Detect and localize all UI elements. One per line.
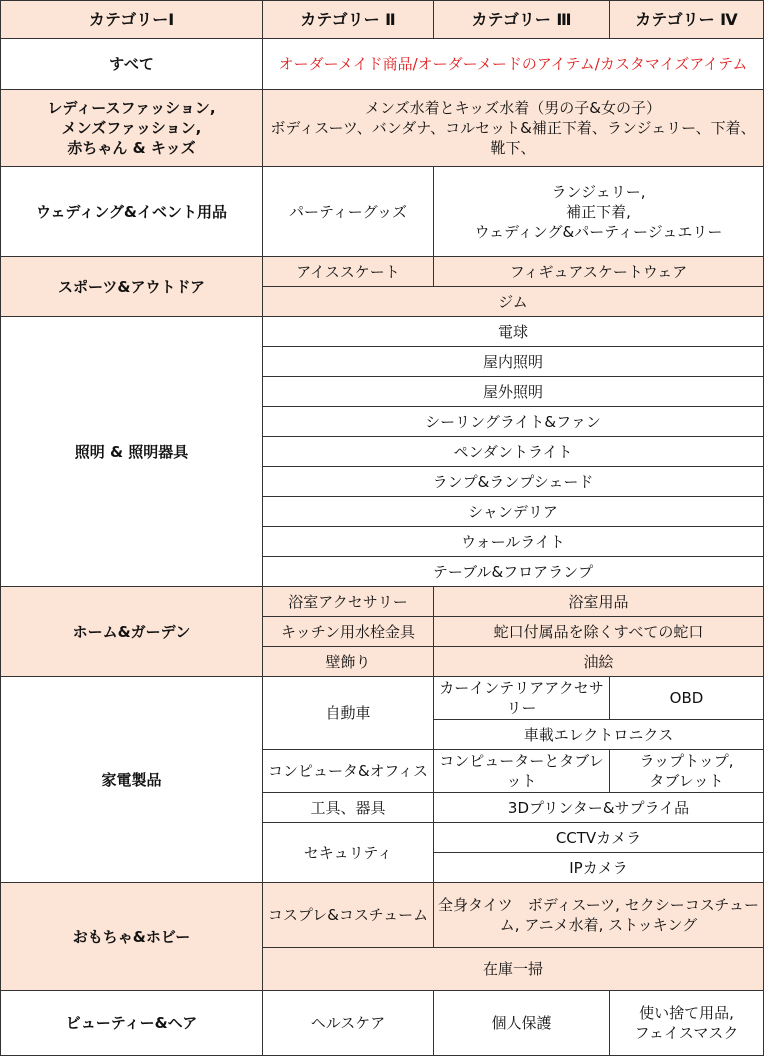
lighting-item: シーリングライト&ファン [263,407,764,437]
category-home: ホーム&ガーデン [1,587,263,677]
beauty-personal-protection: 個人保護 [434,991,610,1056]
beauty-disposables: 使い捨て用品, フェイスマスク [610,991,764,1056]
header-category-4: カテゴリー Ⅳ [610,1,764,39]
category-electronics: 家電製品 [1,677,263,883]
computer-tablet: コンピューターとタブレット [434,750,610,793]
sports-figure-wear: フィギュアスケートウェア [434,257,764,287]
category-beauty: ビューティー&ヘア [1,991,263,1056]
category-all: すべて [1,39,263,90]
electronics-computer: コンピュータ&オフィス [263,750,434,793]
car-electronics: 車載エレクトロニクス [434,720,764,750]
lighting-item: 屋外照明 [263,377,764,407]
lighting-item: 屋内照明 [263,347,764,377]
lighting-item: ランプ&ランプシェード [263,467,764,497]
row-lighting [1,317,764,347]
cosplay-items: 全身タイツ ボディスーツ, セクシーコスチューム, アニメ水着, ストッキング [434,883,764,948]
lighting-item: ウォールライト [263,527,764,557]
home-item: 浴室用品 [434,587,764,617]
row-beauty [1,991,764,1056]
3d-printer-supplies: 3Dプリンター&サプライ品 [434,793,764,823]
header-category-3: カテゴリー Ⅲ [434,1,610,39]
header-category-1: カテゴリーⅠ [1,1,263,39]
home-item: 蛇口付属品を除くすべての蛇口 [434,617,764,647]
ip-camera: IPカメラ [434,853,764,883]
laptop-tablet: ラップトップ, タブレット [610,750,764,793]
home-sub: 壁飾り [263,647,434,677]
wedding-items: ランジェリー, 補正下着, ウェディング&パーティージュエリー [434,167,764,257]
row-sports-1 [1,257,764,287]
electronics-security: セキュリティ [263,823,434,883]
category-wedding: ウェディング&イベント用品 [1,167,263,257]
car-interior-accessories: カーインテリアアクセサリー [434,677,610,720]
category-fashion: レディースファッション, メンズファッション, 赤ちゃん & キッズ [1,90,263,167]
toys-clearance: 在庫一掃 [263,948,764,991]
fashion-items: メンズ水着とキッズ水着（男の子&女の子） ボディスーツ、バンダナ、コルセット&補正下着、ランジェリー、下着、靴下、 [263,90,764,167]
sports-sub-ice: アイススケート [263,257,434,287]
row-toys-1 [1,883,764,948]
electronics-tools: 工具、器具 [263,793,434,823]
header-row [1,1,764,39]
beauty-healthcare: ヘルスケア [263,991,434,1056]
home-sub: 浴室アクセサリー [263,587,434,617]
car-obd: OBD [610,677,764,720]
lighting-item: シャンデリア [263,497,764,527]
wedding-sub: パーティーグッズ [263,167,434,257]
row-electronics-car-1 [1,677,764,720]
cctv-camera: CCTVカメラ [434,823,764,853]
header-category-2: カテゴリー Ⅱ [263,1,434,39]
category-lighting: 照明 & 照明器具 [1,317,263,587]
row-fashion [1,90,764,167]
custom-items-note: オーダーメイド商品/オーダーメードのアイテム/カスタマイズアイテム [263,39,764,90]
electronics-car: 自動車 [263,677,434,750]
home-item: 油絵 [434,647,764,677]
lighting-item: ペンダントライト [263,437,764,467]
row-all [1,39,764,90]
home-sub: キッチン用水栓金具 [263,617,434,647]
lighting-item: テーブル&フロアランプ [263,557,764,587]
category-sports: スポーツ&アウトドア [1,257,263,317]
category-toys: おもちゃ&ホビー [1,883,263,991]
row-home [1,587,764,617]
lighting-item: 電球 [263,317,764,347]
sports-gym: ジム [263,287,764,317]
toys-cosplay: コスプレ&コスチューム [263,883,434,948]
row-wedding [1,167,764,257]
